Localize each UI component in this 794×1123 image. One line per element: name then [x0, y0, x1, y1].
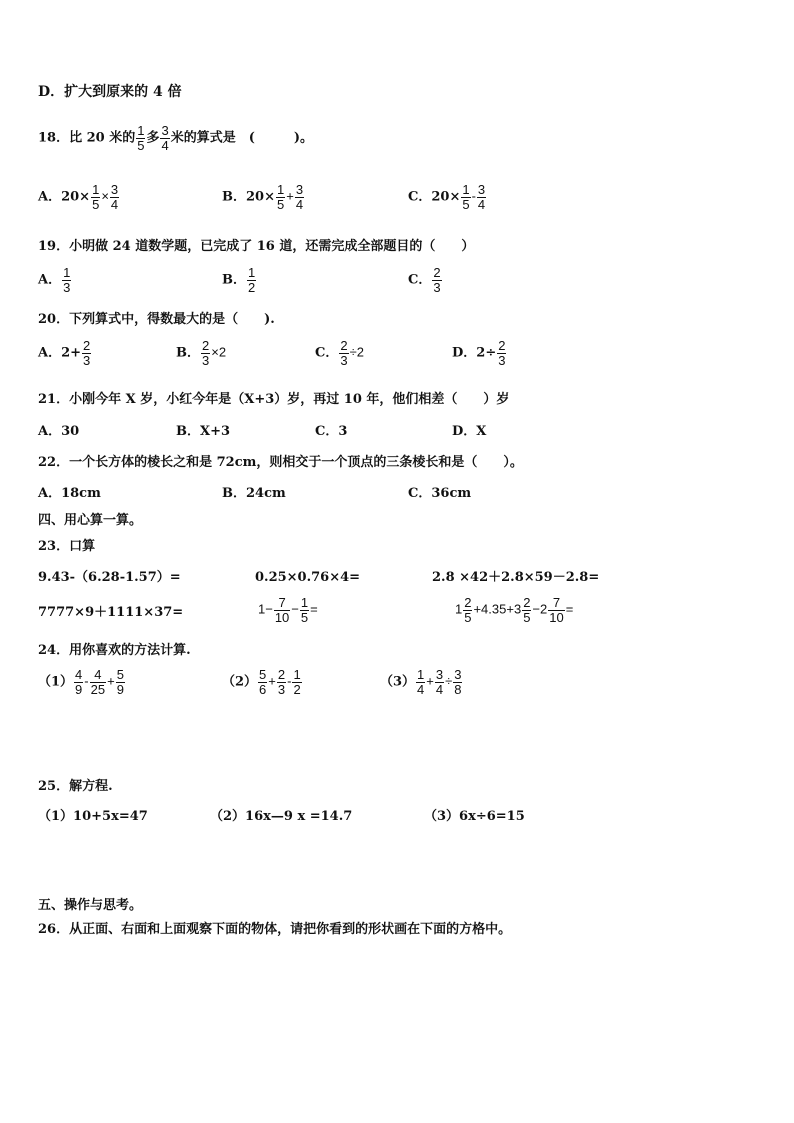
q20-stem: 20．下列算式中，得数最大的是（ ). — [38, 312, 275, 327]
q18-option-b[interactable]: B．20× $\frac{1}{5}$ + $\frac{3}{4}$ — [222, 182, 304, 212]
q22-stem: 22．一个长方体的棱长之和是 72cm，则相交于一个顶点的三条棱长和是（ ）。 — [38, 455, 523, 470]
q21-option-b[interactable]: B．X+3 — [176, 424, 231, 439]
fraction: $\frac{3}{4}$ — [435, 667, 444, 697]
q19-option-c[interactable]: C． $\frac{2}{3}$ — [408, 265, 441, 295]
fraction: $\frac{1}{5}$ — [300, 595, 309, 625]
q23-stem: 23．口算 — [38, 539, 96, 554]
fraction: $\frac{3}{4}$ — [477, 182, 486, 212]
fraction: $\frac{2}{3}$ — [83, 338, 91, 368]
q23-expr-6: 1 $\frac{2}{5}$ +4.35+3 $\frac{2}{5}$ −2 $\frac{7}{10}$ = — [455, 595, 574, 625]
q22-option-a[interactable]: A．18cm — [38, 486, 101, 501]
fraction: $\frac{2}{3}$ — [277, 667, 286, 697]
q18-option-c[interactable]: C．20× $\frac{1}{5}$ - $\frac{3}{4}$ — [408, 182, 486, 212]
q23-expr-4: 7777×9＋1111×37= — [38, 605, 184, 620]
q19-option-a[interactable]: A． $\frac{1}{3}$ — [38, 265, 71, 295]
q18-option-a[interactable]: A．20× $\frac{1}{5}$ × $\frac{3}{4}$ — [38, 182, 119, 212]
fraction: $\frac{2}{3}$ — [202, 338, 210, 368]
q24-stem: 24．用你喜欢的方法计算. — [38, 643, 191, 658]
fraction: $\frac{3}{8}$ — [454, 667, 462, 697]
fraction: $\frac{1}{5}$ — [462, 182, 470, 212]
q17-option-d: D．扩大到原来的 4 倍 — [38, 84, 182, 100]
fraction: $\frac{2}{3}$ — [433, 265, 441, 295]
q26-stem: 26．从正面、右面和上面观察下面的物体，请把你看到的形状画在下面的方格中。 — [38, 922, 512, 937]
q21-option-d[interactable]: D．X — [452, 424, 487, 439]
q21-option-c[interactable]: C．3 — [315, 424, 348, 439]
q22-option-b[interactable]: B．24cm — [222, 486, 286, 501]
fraction: $\frac{1}{5}$ — [276, 182, 285, 212]
q23-expr-5: 1− $\frac{7}{10}$ − $\frac{1}{5}$ = — [258, 595, 318, 625]
q20-option-b[interactable]: B． $\frac{2}{3}$ ×2 — [176, 338, 227, 368]
fraction: $\frac{2}{5}$ — [464, 595, 472, 625]
q20-option-c[interactable]: C． $\frac{2}{3}$ ÷2 — [315, 338, 364, 368]
fraction: $\frac{5}{6}$ — [259, 667, 267, 697]
q22-option-c[interactable]: C．36cm — [408, 486, 472, 501]
section-4-heading: 四、用心算一算。 — [38, 513, 143, 528]
fraction: $\frac{1}{4}$ — [417, 667, 425, 697]
q23-expr-2: 0.25×0.76×4= — [255, 570, 361, 585]
q25-equation-3: （3）6x÷6=15 — [424, 809, 525, 824]
q19-stem: 19．小明做 24 道数学题，已完成了 16 道，还需完成全部题目的（ ） — [38, 239, 475, 254]
fraction: $\frac{1}{5}$ — [137, 123, 145, 153]
q20-option-d[interactable]: D．2÷ $\frac{2}{3}$ — [452, 338, 506, 368]
q25-equation-1: （1）10+5x=47 — [38, 809, 148, 824]
fraction: $\frac{2}{3}$ — [340, 338, 348, 368]
q23-expr-3: 2.8 ×42＋2.8×59－2.8= — [432, 570, 600, 585]
q25-stem: 25．解方程. — [38, 779, 113, 794]
fraction: $\frac{4}{9}$ — [75, 667, 83, 697]
fraction: $\frac{1}{5}$ — [92, 182, 100, 212]
fraction: $\frac{3}{4}$ — [161, 123, 169, 153]
q24-problem-3: （3） $\frac{1}{4}$ + $\frac{3}{4}$ ÷ $\frac{3}{8}$ — [380, 667, 462, 697]
q20-option-a[interactable]: A．2+ $\frac{2}{3}$ — [38, 338, 91, 368]
q24-problem-1: （1） $\frac{4}{9}$ - $\frac{4}{25}$ + $\frac{5}{9}$ — [38, 667, 124, 697]
fraction: $\frac{2}{3}$ — [498, 338, 506, 368]
q21-stem: 21．小刚今年 X 岁，小红今年是（X+3）岁，再过 10 年，他们相差（ ）岁 — [38, 392, 510, 407]
fraction: $\frac{3}{4}$ — [110, 182, 119, 212]
fraction: $\frac{3}{4}$ — [295, 182, 304, 212]
q18-stem: 18．比 20 米的 $\frac{1}{5}$ 多 $\frac{3}{4}$ 米的算式是 ( )。 — [38, 123, 314, 153]
fraction: $\frac{1}{3}$ — [63, 265, 71, 295]
fraction: $\frac{4}{25}$ — [90, 667, 106, 697]
fraction: $\frac{7}{10}$ — [549, 595, 564, 625]
fraction: $\frac{2}{5}$ — [523, 595, 531, 625]
q21-option-a[interactable]: A．30 — [38, 424, 80, 439]
q25-equation-2: （2）16x—9 x =14.7 — [210, 809, 353, 824]
fraction: $\frac{1}{2}$ — [293, 667, 301, 697]
fraction: $\frac{5}{9}$ — [116, 667, 124, 697]
section-5-heading: 五、操作与思考。 — [38, 898, 143, 913]
fraction: $\frac{1}{2}$ — [248, 265, 256, 295]
q19-option-b[interactable]: B． $\frac{1}{2}$ — [222, 265, 256, 295]
fraction: $\frac{7}{10}$ — [274, 595, 290, 625]
q24-problem-2: （2） $\frac{5}{6}$ + $\frac{2}{3}$ - $\frac{1}{2}$ — [222, 667, 301, 697]
q23-expr-1: 9.43-（6.28-1.57）= — [38, 570, 181, 585]
